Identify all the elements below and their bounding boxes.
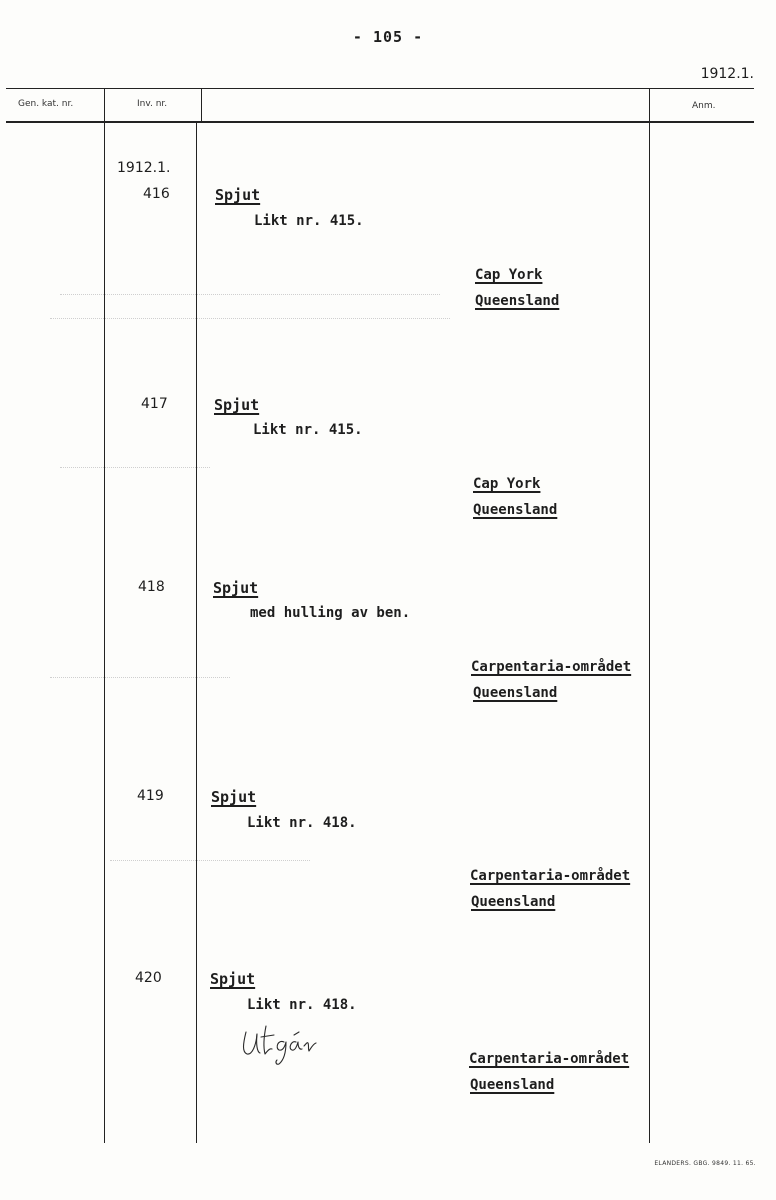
- location-place: Carpentaria-området: [471, 659, 632, 675]
- inventory-number: 418: [138, 579, 165, 595]
- bleed-through-trace: [50, 318, 450, 319]
- location-place: Carpentaria-området: [470, 868, 631, 884]
- object-title: Spjut: [211, 788, 257, 806]
- accession-number: 1912.1.: [117, 160, 171, 176]
- object-title: Spjut: [214, 396, 260, 414]
- location-place: Cap York: [473, 476, 541, 492]
- location-region: Queensland: [470, 1077, 555, 1093]
- column-divider-1: [104, 88, 105, 1143]
- printer-imprint: ELANDERS. GBG. 9849. 11. 65.: [654, 1160, 756, 1167]
- inventory-number: 419: [137, 788, 164, 804]
- object-description: Likt nr. 415.: [253, 422, 363, 438]
- location-region: Queensland: [475, 293, 560, 309]
- column-header-gen-kat-nr: Gen. kat. nr.: [18, 99, 74, 109]
- column-header-anm: Anm.: [692, 101, 716, 111]
- column-divider-2-body: [196, 123, 197, 1143]
- header-year: 1912.1.: [700, 66, 754, 82]
- object-description: Likt nr. 418.: [247, 997, 357, 1013]
- column-divider-2: [201, 88, 202, 123]
- location-place: Carpentaria-området: [469, 1051, 630, 1067]
- object-description: Likt nr. 415.: [254, 213, 364, 229]
- page-number: - 105 -: [352, 28, 424, 46]
- bleed-through-trace: [60, 467, 210, 468]
- object-title: Spjut: [210, 970, 256, 988]
- header-top-rule: [6, 88, 754, 89]
- bleed-through-trace: [60, 294, 440, 295]
- object-description: Likt nr. 418.: [247, 815, 357, 831]
- column-divider-3: [649, 88, 650, 1143]
- inventory-number: 420: [135, 970, 162, 986]
- bleed-through-trace: [110, 860, 310, 861]
- location-place: Cap York: [475, 267, 543, 283]
- object-title: Spjut: [215, 186, 261, 204]
- inventory-number: 417: [141, 396, 168, 412]
- header-bottom-rule: [6, 121, 754, 123]
- object-title: Spjut: [213, 579, 259, 597]
- location-region: Queensland: [473, 685, 558, 701]
- bleed-through-trace: [50, 677, 230, 678]
- column-header-inv-nr: Inv. nr.: [137, 99, 168, 109]
- object-description: med hulling av ben.: [250, 605, 411, 621]
- location-region: Queensland: [471, 894, 556, 910]
- handwritten-utgar-note: [238, 1022, 328, 1066]
- inventory-number: 416: [143, 186, 170, 202]
- location-region: Queensland: [473, 502, 558, 518]
